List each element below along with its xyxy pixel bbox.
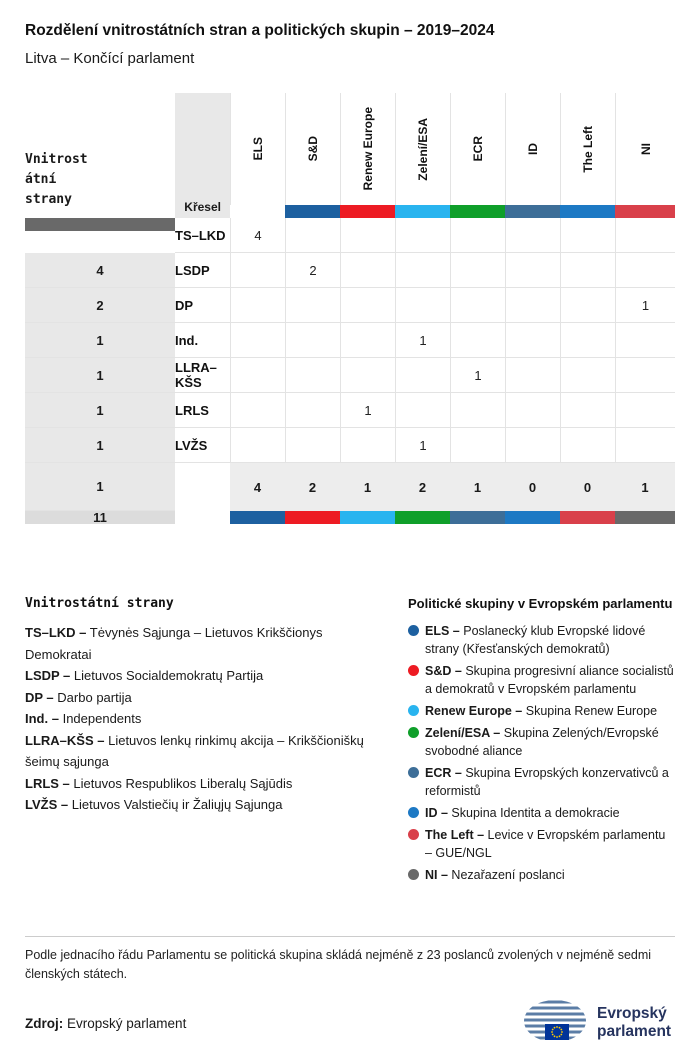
seat-value-cell: 1 xyxy=(395,428,450,463)
seat-value-cell xyxy=(505,253,560,288)
group-color-dot-icon xyxy=(408,665,419,676)
party-name: Lietuvos Socialdemokratų Partija xyxy=(73,668,264,683)
column-header-label: S&D xyxy=(306,136,320,162)
seat-value-cell xyxy=(560,393,615,428)
seat-value-cell xyxy=(285,288,340,323)
political-groups-legend-title: Politické skupiny v Evropském parlamentu xyxy=(408,596,673,611)
seat-value-cell xyxy=(395,288,450,323)
seat-distribution-table xyxy=(25,93,675,524)
group-name: Levice v Evropském parlamentu – GUE/NGL xyxy=(425,828,666,860)
group-total-cell: 0 xyxy=(560,463,615,511)
row-seats-total: 1 xyxy=(25,393,175,428)
party-legend-item xyxy=(25,622,374,665)
bar-row-spacer xyxy=(230,205,285,218)
party-abbr: TS–LKD – xyxy=(25,625,87,640)
seat-value-cell xyxy=(615,323,675,358)
group-legend-text xyxy=(425,764,675,800)
party-name: Tėvynės Sąjunga – Lietuvos Krikščionys Demokratai xyxy=(25,625,323,662)
table-corner-label-text: Vnitrostátní strany xyxy=(25,152,88,207)
seat-value-cell: 4 xyxy=(230,218,285,253)
group-total-cell: 1 xyxy=(615,463,675,511)
seat-value-cell xyxy=(505,393,560,428)
party-label: LRLS xyxy=(175,393,230,428)
group-total-cell: 1 xyxy=(450,463,505,511)
group-name: Skupina Renew Europe xyxy=(525,704,658,718)
ep-logo-text-line2: parlament xyxy=(597,1023,672,1040)
group-color-bar xyxy=(505,511,560,524)
group-color-bar xyxy=(615,511,675,524)
group-legend-item xyxy=(408,724,675,760)
seat-value-cell xyxy=(285,428,340,463)
group-name: Skupina Zelených/Evropské svobodné aliance xyxy=(425,726,659,758)
group-legend-item xyxy=(408,804,675,822)
group-abbr: ECR – xyxy=(425,766,462,780)
seat-value-cell xyxy=(560,288,615,323)
seat-value-cell xyxy=(560,358,615,393)
seat-value-cell: 1 xyxy=(450,358,505,393)
ep-logo-text-line1: Evropský xyxy=(597,1005,667,1022)
seat-value-cell xyxy=(615,428,675,463)
seat-value-cell: 1 xyxy=(615,288,675,323)
party-legend-item xyxy=(25,730,374,773)
group-abbr: S&D – xyxy=(425,664,462,678)
seat-value-cell xyxy=(560,323,615,358)
group-legend-text xyxy=(425,866,675,884)
ep-logo xyxy=(523,998,675,1049)
column-header xyxy=(560,93,615,205)
seat-value-cell xyxy=(615,253,675,288)
seat-value-cell: 2 xyxy=(285,253,340,288)
party-legend-item xyxy=(25,794,374,816)
party-legend-item xyxy=(25,708,374,730)
source-line xyxy=(25,1016,186,1031)
group-color-dot-icon xyxy=(408,767,419,778)
seat-value-cell xyxy=(395,253,450,288)
group-color-bar xyxy=(505,205,560,218)
party-name: Darbo partija xyxy=(57,689,132,705)
seat-value-cell xyxy=(505,358,560,393)
group-legend-text xyxy=(425,662,675,698)
column-header-label: ECR xyxy=(471,136,485,162)
group-color-bar xyxy=(340,511,395,524)
group-legend-text xyxy=(425,826,675,862)
row-seats-total: 2 xyxy=(25,288,175,323)
legend-section xyxy=(25,596,675,888)
party-abbr: LVŽS – xyxy=(25,797,69,812)
source-label: Zdroj: xyxy=(25,1016,64,1031)
party-label: LVŽS xyxy=(175,428,230,463)
column-header-label: ID xyxy=(526,143,540,155)
group-legend-item xyxy=(408,702,675,720)
party-name: Independents xyxy=(62,711,142,726)
seat-value-cell xyxy=(615,358,675,393)
group-total-cell: 0 xyxy=(505,463,560,511)
group-color-bar xyxy=(285,205,340,218)
group-color-dot-icon xyxy=(408,829,419,840)
seat-value-cell xyxy=(285,218,340,253)
seat-value-cell xyxy=(340,428,395,463)
group-total-cell: 1 xyxy=(340,463,395,511)
seat-value-cell xyxy=(395,393,450,428)
seat-value-cell xyxy=(340,323,395,358)
column-header xyxy=(285,93,340,205)
party-name: Lietuvos lenkų rinkimų akcija – Krikščioniškų šeimų sąjunga xyxy=(25,732,364,769)
group-name: Skupina Evropských konzervativců a reformistů xyxy=(425,766,669,798)
national-parties-legend-title: Vnitrostátní strany xyxy=(25,596,174,611)
group-color-bar xyxy=(450,205,505,218)
column-header xyxy=(450,93,505,205)
column-header-label: Zelení/ESA xyxy=(416,117,430,181)
group-color-bar xyxy=(395,205,450,218)
row-seats-total: 1 xyxy=(25,323,175,358)
seat-value-cell xyxy=(285,358,340,393)
column-header xyxy=(230,93,285,205)
group-name: Nezařazení poslanci xyxy=(451,868,565,882)
group-color-dot-icon xyxy=(408,869,419,880)
footnote: Podle jednacího řádu Parlamentu se politická skupina skládá nejméně z 23 poslanců zvolených v nejméně sedmi členských státech. xyxy=(25,936,675,984)
party-abbr: Ind. – xyxy=(25,711,59,726)
group-total-cell: 4 xyxy=(230,463,285,511)
seat-value-cell xyxy=(230,428,285,463)
group-legend-item xyxy=(408,662,675,698)
group-abbr: Renew Europe – xyxy=(425,704,523,718)
seat-value-cell xyxy=(285,323,340,358)
bar-row-spacer xyxy=(175,511,230,524)
row-seats-total: 1 xyxy=(25,358,175,393)
column-header-label: NI xyxy=(638,143,653,155)
column-header xyxy=(505,93,560,205)
party-label: LSDP xyxy=(175,253,230,288)
seat-value-cell xyxy=(560,253,615,288)
seat-value-cell xyxy=(505,288,560,323)
party-abbr: LRLS – xyxy=(25,775,70,791)
group-color-bar xyxy=(450,511,505,524)
seat-value-cell xyxy=(505,428,560,463)
seat-value-cell xyxy=(230,393,285,428)
group-color-bar xyxy=(395,511,450,524)
seat-value-cell xyxy=(450,288,505,323)
party-legend-item xyxy=(25,773,374,795)
page-subtitle: Litva – Končící parlament xyxy=(25,50,195,67)
group-color-dot-icon xyxy=(408,625,419,636)
seat-value-cell: 1 xyxy=(395,323,450,358)
group-legend-item xyxy=(408,866,675,884)
seat-value-cell xyxy=(395,218,450,253)
group-color-dot-icon xyxy=(408,727,419,738)
group-legend-text xyxy=(425,804,675,822)
seat-value-cell xyxy=(560,218,615,253)
seats-column-header: Křesel xyxy=(175,93,230,218)
seat-value-cell xyxy=(505,323,560,358)
group-legend-item xyxy=(408,764,675,800)
seat-value-cell xyxy=(450,218,505,253)
seat-value-cell xyxy=(450,393,505,428)
source-value: Evropský parlament xyxy=(67,1016,187,1031)
seat-value-cell xyxy=(230,323,285,358)
group-legend-item xyxy=(408,622,675,658)
seat-value-cell xyxy=(230,358,285,393)
group-legend-text xyxy=(425,724,675,760)
seat-value-cell xyxy=(450,428,505,463)
party-label: DP xyxy=(175,288,230,323)
seat-value-cell: 1 xyxy=(340,393,395,428)
group-name: Skupina Identita a demokracie xyxy=(451,806,620,820)
footer xyxy=(25,998,675,1049)
page-title: Rozdělení vnitrostátních stran a politických skupin – 2019–2024 xyxy=(25,22,495,39)
group-color-dot-icon xyxy=(408,705,419,716)
group-color-bar xyxy=(230,511,285,524)
party-name: Lietuvos Respublikos Liberalų Sąjūdis xyxy=(73,775,293,791)
group-abbr: ELS – xyxy=(425,624,460,638)
eu-flag-icon xyxy=(545,1024,569,1040)
party-legend-item xyxy=(25,687,374,709)
seat-value-cell xyxy=(450,323,505,358)
political-groups-legend-list xyxy=(408,622,675,884)
party-abbr: LSDP – xyxy=(25,668,71,683)
seat-value-cell xyxy=(450,253,505,288)
group-name: Poslanecký klub Evropské lidové strany (Křesťanských demokratů) xyxy=(425,624,646,656)
seat-value-cell xyxy=(505,218,560,253)
seat-value-cell xyxy=(285,393,340,428)
group-color-bar xyxy=(340,205,395,218)
seat-value-cell xyxy=(615,218,675,253)
group-total-cell: 2 xyxy=(285,463,340,511)
seat-value-cell xyxy=(230,288,285,323)
political-groups-legend xyxy=(408,596,675,888)
party-abbr: DP – xyxy=(25,689,54,705)
column-header-label: ELS xyxy=(251,137,265,161)
seat-value-cell xyxy=(615,393,675,428)
column-header xyxy=(615,93,675,205)
column-header-label: Renew Europe xyxy=(361,107,375,191)
national-parties-legend-list xyxy=(25,622,374,816)
seat-value-cell xyxy=(340,218,395,253)
group-color-bar xyxy=(560,205,615,218)
party-abbr: LLRA–KŠS – xyxy=(25,732,105,748)
row-seats-total: 4 xyxy=(25,253,175,288)
column-header xyxy=(340,93,395,205)
seat-value-cell xyxy=(340,253,395,288)
party-name: Lietuvos Valstiečių ir Žaliųjų Sąjunga xyxy=(71,797,283,812)
row-seats-total: 1 xyxy=(25,463,175,511)
group-color-bar xyxy=(285,511,340,524)
column-header-label: The Left xyxy=(581,125,595,173)
group-name: Skupina progresivní aliance socialistů a demokratů v Evropském parlamentu xyxy=(425,664,674,696)
seat-value-cell xyxy=(340,358,395,393)
party-label: LLRA–KŠS xyxy=(175,358,230,393)
group-abbr: ID – xyxy=(425,806,448,820)
group-color-bar xyxy=(615,205,675,218)
group-abbr: NI – xyxy=(425,868,448,882)
group-color-dot-icon xyxy=(408,807,419,818)
table-corner-label xyxy=(25,93,175,218)
group-abbr: Zelení/ESA – xyxy=(425,726,501,740)
row-seats-total: 1 xyxy=(25,428,175,463)
total-seats-cell: 11 xyxy=(25,511,175,524)
party-label: TS–LKD xyxy=(175,218,230,253)
seat-value-cell xyxy=(395,358,450,393)
seat-value-cell xyxy=(230,253,285,288)
seat-value-cell xyxy=(340,288,395,323)
totals-row-spacer xyxy=(175,463,230,511)
group-color-bar xyxy=(560,511,615,524)
group-total-cell: 2 xyxy=(395,463,450,511)
group-legend-item xyxy=(408,826,675,862)
party-label: Ind. xyxy=(175,323,230,358)
group-color-bar xyxy=(25,218,175,231)
national-parties-legend xyxy=(25,596,408,888)
group-abbr: The Left – xyxy=(425,828,485,842)
column-header xyxy=(395,93,450,205)
party-legend-item xyxy=(25,665,374,687)
seat-value-cell xyxy=(560,428,615,463)
group-legend-text xyxy=(425,622,675,658)
group-legend-text xyxy=(425,702,675,720)
